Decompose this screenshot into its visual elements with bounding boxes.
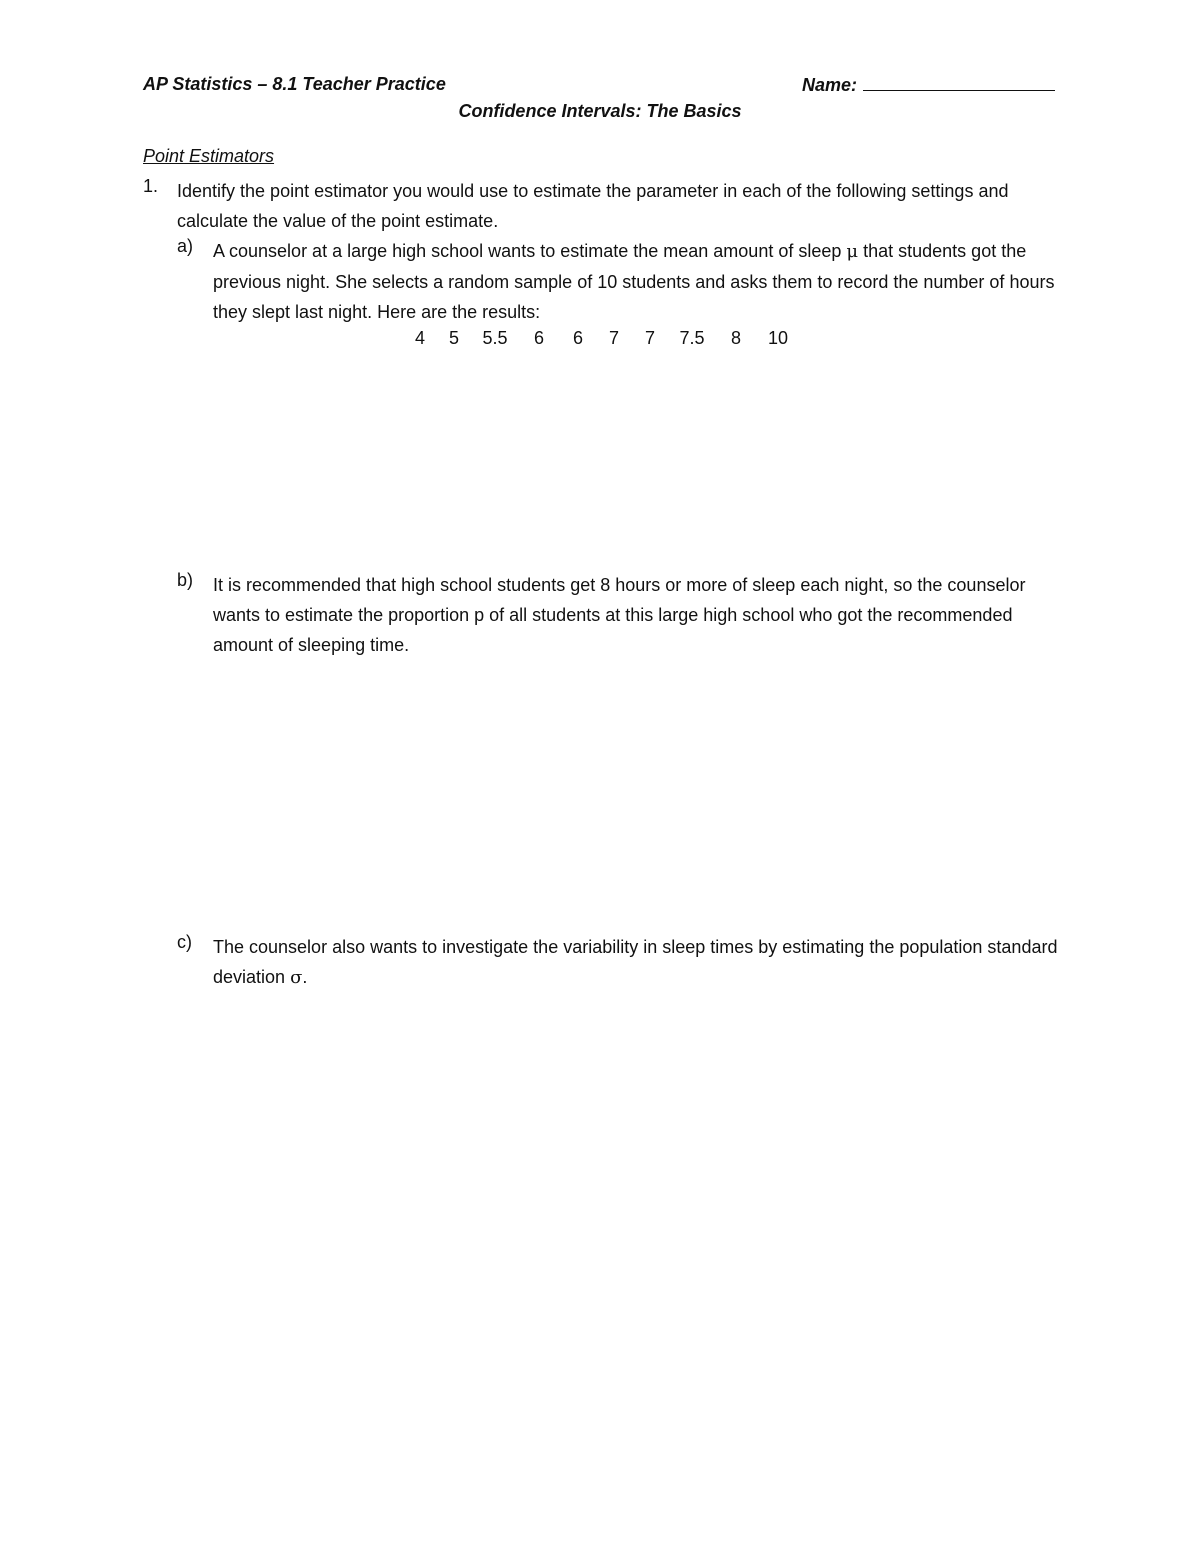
part-a-text-after: that students got the previous night. She selects a random sample of 10 students and asks them to record the number of hours they slept last night. Here are the results: — [213, 241, 1055, 322]
name-field — [802, 74, 1055, 96]
sleep-data-row — [405, 328, 801, 349]
question-number: 1. — [143, 176, 159, 196]
data-value: 6 — [572, 328, 583, 348]
name-blank-line — [863, 74, 1055, 91]
part-b-text: It is recommended that high school students get 8 hours or more of sleep each night, so the counselor wants to estimate the proportion p of all students at this large high school who got the recommended amount of sleeping time. — [213, 575, 1026, 655]
part-c-label: c) — [177, 932, 192, 952]
data-value: 10 — [767, 328, 789, 348]
part-a-text-before: A counselor at a large high school wants to estimate the mean amount of sleep — [213, 241, 842, 261]
data-value: 7.5 — [679, 328, 705, 348]
data-value: 5.5 — [482, 328, 508, 348]
worksheet-subtitle: Confidence Intervals: The Basics — [458, 101, 742, 121]
question-text: Identify the point estimator you would use to estimate the parameter in each of the following settings and calculate the value of the point estimate. — [177, 181, 1009, 231]
part-b-label: b) — [177, 570, 194, 590]
worksheet-title: AP Statistics – 8.1 Teacher Practice — [143, 74, 446, 94]
data-value: 7 — [608, 328, 619, 348]
data-value: 6 — [533, 328, 544, 348]
mu-symbol: μ — [846, 241, 859, 262]
name-label: Name: — [802, 75, 858, 95]
section-heading: Point Estimators — [143, 146, 275, 166]
data-value: 8 — [730, 328, 741, 348]
data-value: 5 — [448, 328, 459, 348]
data-value: 7 — [644, 328, 655, 348]
data-value: 4 — [414, 328, 425, 348]
part-c-text-before: The counselor also wants to investigate the variability in sleep times by estimating the population standard deviation — [213, 937, 1058, 987]
sigma-symbol: σ — [290, 967, 303, 988]
part-a-text — [213, 236, 1063, 327]
part-c-text-after: . — [302, 967, 308, 987]
part-a-label: a) — [177, 236, 194, 256]
part-c-text — [213, 932, 1063, 993]
